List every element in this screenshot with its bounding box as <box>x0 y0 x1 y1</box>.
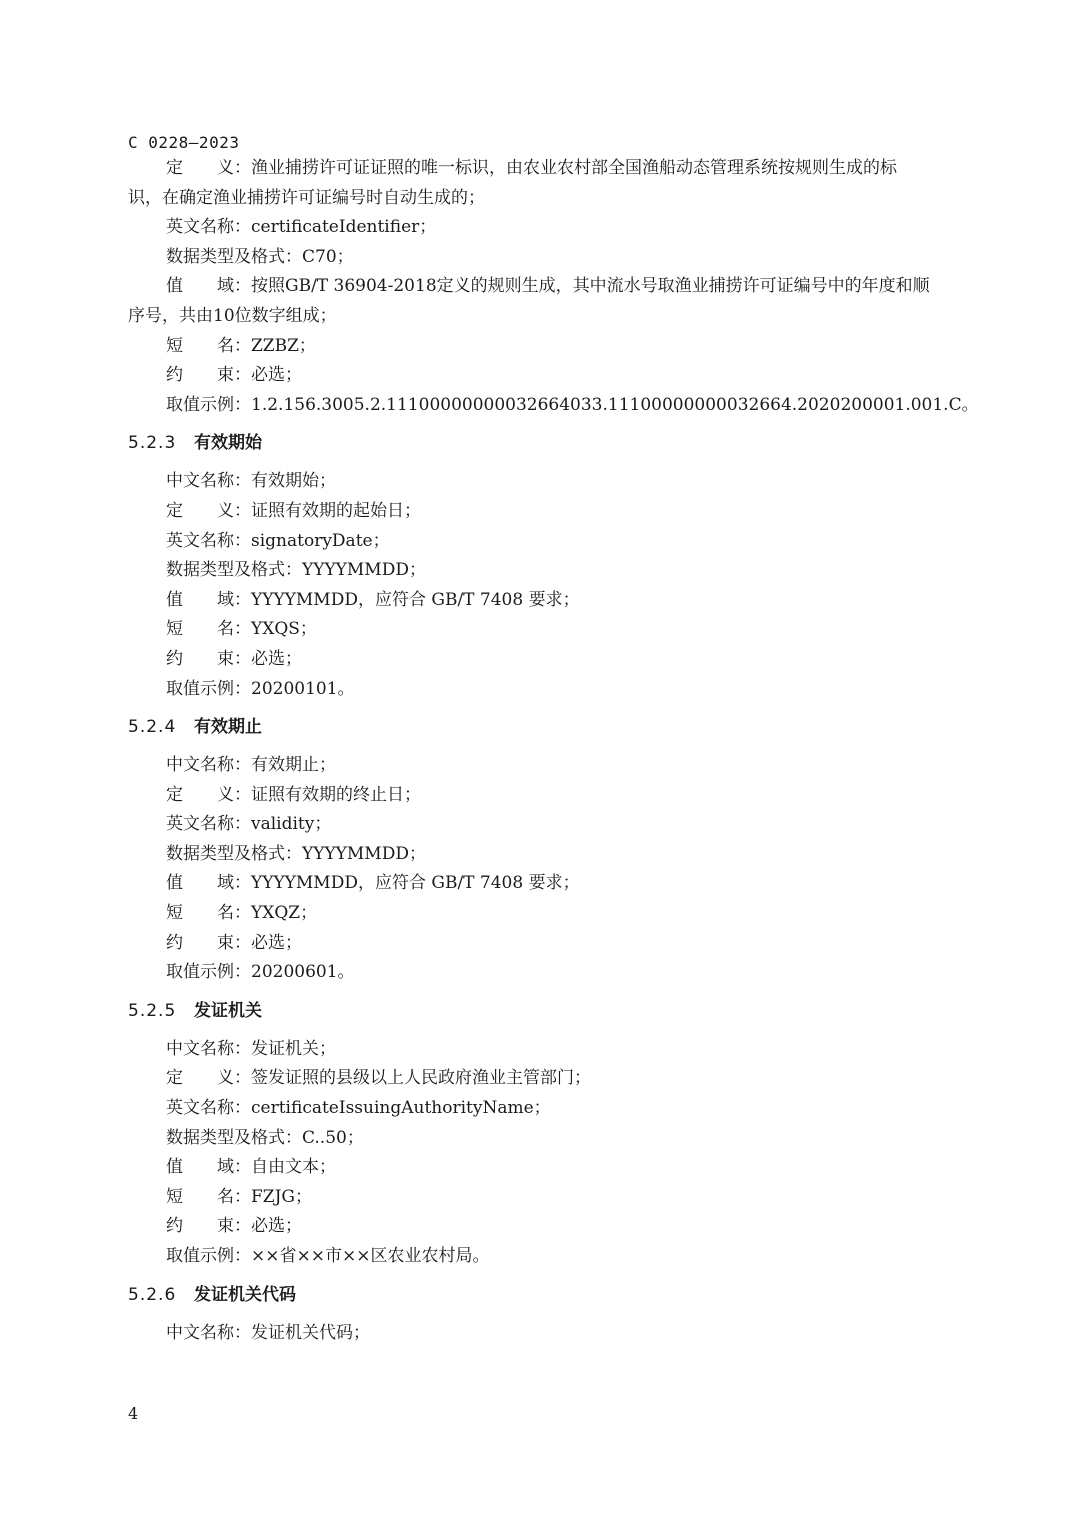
document-code-header: C 0228—2023 <box>128 133 240 152</box>
field-line: 英文名称：certificateIdentifier； <box>166 217 437 238</box>
field-line: 数据类型及格式：C70； <box>166 246 354 267</box>
field-line: 约 束：必选； <box>166 1216 302 1237</box>
section-title: 发证机关代码 <box>194 1284 296 1305</box>
field-line: 约 束：必选； <box>166 932 302 953</box>
page-number: 4 <box>128 1404 139 1423</box>
field-line: 短 名：FZJG； <box>166 1186 313 1207</box>
field-line: 取值示例：××省××市××区农业农村局。 <box>166 1246 490 1266</box>
field-line: 取值示例：20200601。 <box>166 962 355 983</box>
field-line: 定 义：证照有效期的起始日； <box>166 500 421 521</box>
field-line: 值 域：YYYYMMDD，应符合 GB/T 7408 要求； <box>166 589 580 610</box>
field-line: 数据类型及格式：C..50； <box>166 1127 364 1148</box>
field-line: 英文名称：validity； <box>166 814 332 835</box>
field-line: 英文名称：certificateIssuingAuthorityName； <box>166 1098 551 1119</box>
field-line: 英文名称：signatoryDate； <box>166 530 390 551</box>
section-heading <box>128 1281 988 1310</box>
field-line: 中文名称：发证机关代码； <box>166 1322 370 1343</box>
field-line: 定 义：渔业捕捞许可证证照的唯一标识，由农业农村部全国渔船动态管理系统按规则生成的标 <box>166 158 897 178</box>
field-line: 值 域：YYYYMMDD，应符合 GB/T 7408 要求； <box>166 873 580 894</box>
field-line: 约 束：必选； <box>166 365 302 386</box>
section-number: 5.2.6 <box>128 1284 177 1305</box>
field-line: 中文名称：有效期始； <box>166 471 336 492</box>
document-body <box>128 154 988 1348</box>
field-line: 数据类型及格式：YYYYMMDD； <box>166 843 426 864</box>
field-line: 取值示例：20200101。 <box>166 678 355 699</box>
field-line: 定 义：签发证照的县级以上人民政府渔业主管部门； <box>166 1068 591 1089</box>
field-line: 短 名：YXQZ； <box>166 903 318 924</box>
section-title: 有效期始 <box>194 433 262 454</box>
field-line: 定 义：证照有效期的终止日； <box>166 784 421 805</box>
section-heading <box>128 713 988 742</box>
field-line: 约 束：必选； <box>166 648 302 669</box>
section-title: 有效期止 <box>194 717 262 738</box>
field-line: 短 名：ZZBZ； <box>166 335 316 356</box>
section-heading <box>128 997 988 1026</box>
section-title: 发证机关 <box>194 1000 262 1021</box>
field-line: 中文名称：有效期止； <box>166 755 336 776</box>
section-number: 5.2.3 <box>128 433 177 454</box>
field-line-continuation: 识，在确定渔业捕捞许可证编号时自动生成的； <box>128 187 485 208</box>
field-line: 取值示例：1.2.156.3005.2.11100000000032664033.11100000000032664.2020200001.001.C。 <box>166 394 979 415</box>
field-line-continuation: 序号，共由10位数字组成； <box>128 305 337 326</box>
field-line: 短 名：YXQS； <box>166 619 317 640</box>
section-number: 5.2.5 <box>128 1000 177 1021</box>
field-line: 中文名称：发证机关； <box>166 1038 336 1059</box>
field-line: 值 域：自由文本； <box>166 1157 336 1178</box>
section-number: 5.2.4 <box>128 717 177 738</box>
field-line: 数据类型及格式：YYYYMMDD； <box>166 560 426 581</box>
field-line: 值 域：按照GB/T 36904-2018定义的规则生成，其中流水号取渔业捕捞许可证编号中的年度和顺 <box>166 276 930 297</box>
section-heading <box>128 429 988 458</box>
